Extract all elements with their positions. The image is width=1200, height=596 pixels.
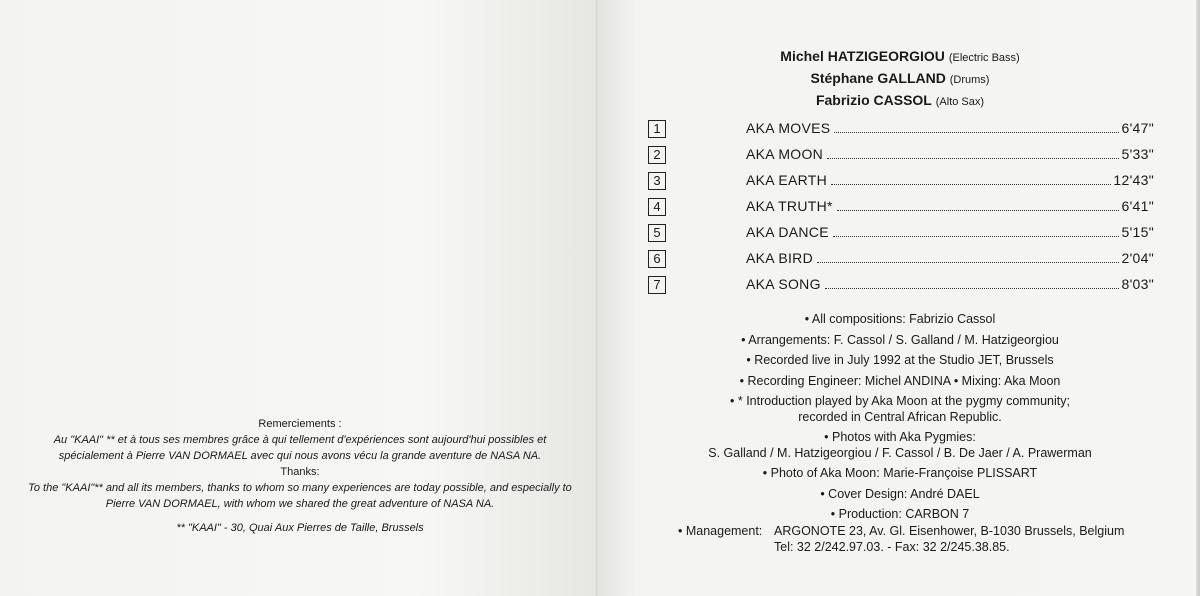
- credit-cover: • Cover Design: André DAEL: [820, 486, 980, 501]
- thanks-text: To the "KAAI"** and all its members, thanks to whom so many experiences are today possible, and especially to Pierre VAN DORMAEL, with whom we shared the great adventure of NASA NA.: [28, 482, 572, 510]
- credit-recorded: • Recorded live in July 1992 at the Studio JET, Brussels: [746, 353, 1054, 367]
- remerciements-label: Remerciements :: [258, 418, 342, 430]
- track-duration: 8'03": [1121, 276, 1154, 292]
- track-duration: 6'41": [1121, 198, 1154, 214]
- kaai-footnote: ** "KAAI" - 30, Quai Aux Pierres de Taille, Brussels: [176, 522, 424, 534]
- track-row: [634, 146, 1154, 172]
- track-number: 2: [648, 146, 666, 164]
- thanks-label: Thanks:: [280, 466, 320, 478]
- track-title: AKA MOVES: [746, 120, 831, 136]
- musician-line: Fabrizio CASSOL (Alto Sax): [815, 92, 985, 108]
- track-number: 6: [648, 250, 666, 268]
- credit-intro: • * Introduction played by Aka Moon at the pygmy community; recorded in Central African Republic.: [730, 394, 1070, 424]
- musician-line: Stéphane GALLAND (Drums): [810, 70, 990, 86]
- track-row: [634, 198, 1154, 224]
- credit-production: • Production: CARBON 7: [830, 507, 970, 521]
- credit-compositions: • All compositions: Fabrizio Cassol: [804, 312, 996, 326]
- track-row: [634, 172, 1154, 198]
- remerciements-text: Au "KAAI" ** et à tous ses membres grâce à qui tellement d'expériences sont aujourd'hui possibles et spécialement à Pierre VAN DORMAEL avec qui nous avons vécu la grande aventure de NASA NA.: [53, 434, 547, 462]
- track-number: 3: [648, 172, 666, 190]
- track-duration: 12'43": [1113, 172, 1154, 188]
- credit-photos: • Photos with Aka Pygmies: S. Galland / M. Hatzigeorgiou / F. Cassol / B. De Jaer / A. Prawerman: [708, 430, 1092, 460]
- management-label: • Management:: [678, 524, 763, 538]
- track-title: AKA TRUTH*: [746, 198, 833, 214]
- right-page: [600, 0, 1200, 596]
- management-address: ARGONOTE 23, Av. Gl. Eisenhower, B-1030 Brussels, Belgium: [774, 524, 1125, 538]
- track-duration: 2'04": [1121, 250, 1154, 266]
- credit-engineer: • Recording Engineer: Michel ANDINA • Mixing: Aka Moon: [739, 373, 1061, 388]
- track-title: AKA MOON: [746, 146, 824, 162]
- track-list: [634, 120, 1154, 302]
- track-number: 5: [648, 224, 666, 242]
- track-title: AKA SONG: [746, 276, 821, 292]
- page-edge: [1196, 0, 1200, 596]
- credit-photo-moon: • Photo of Aka Moon: Marie-Françoise PLISSART: [762, 466, 1038, 480]
- track-number: 4: [648, 198, 666, 216]
- credit-arrangements: • Arrangements: F. Cassol / S. Galland / M. Hatzigeorgiou: [741, 332, 1059, 347]
- left-page: [0, 0, 598, 596]
- musicians-list: [750, 46, 1050, 112]
- management: [678, 523, 1158, 555]
- acknowledgements: [20, 416, 580, 536]
- track-row: [634, 120, 1154, 146]
- track-row: [634, 250, 1154, 276]
- track-number: 7: [648, 276, 666, 294]
- track-row: [634, 276, 1154, 302]
- track-title: AKA EARTH: [746, 172, 828, 188]
- management-phone: Tel: 32 2/242.97.03. - Fax: 32 2/245.38.85.: [774, 540, 1010, 554]
- credits: [680, 312, 1120, 528]
- track-row: [634, 224, 1154, 250]
- track-number: 1: [648, 120, 666, 138]
- track-title: AKA DANCE: [746, 224, 829, 240]
- track-duration: 6'47": [1121, 120, 1154, 136]
- musician-line: Michel HATZIGEORGIOU (Electric Bass): [780, 48, 1020, 64]
- track-duration: 5'33": [1121, 146, 1154, 162]
- track-title: AKA BIRD: [746, 250, 813, 266]
- track-duration: 5'15": [1121, 224, 1154, 240]
